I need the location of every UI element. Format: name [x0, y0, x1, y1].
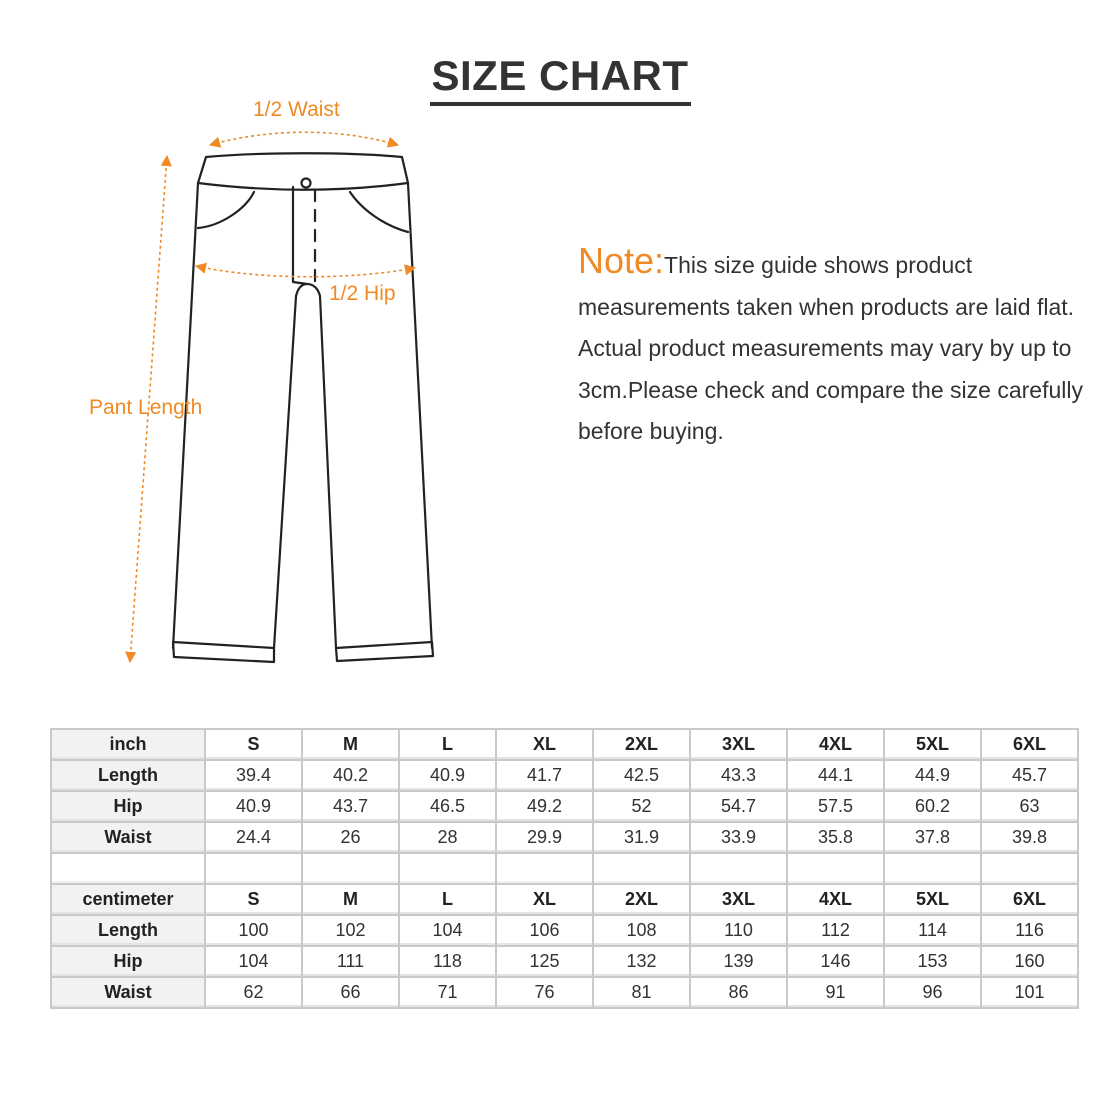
waist-arrow	[210, 132, 398, 145]
table-cell: 125	[497, 947, 594, 978]
table-cell: 139	[691, 947, 788, 978]
table-cell: 118	[400, 947, 497, 978]
spacer-cell	[206, 854, 303, 885]
spacer-cell	[52, 854, 206, 885]
table-cell: 91	[788, 978, 885, 1009]
table-cell: 44.1	[788, 761, 885, 792]
table-cell: 39.8	[982, 823, 1079, 854]
table-cell: 43.3	[691, 761, 788, 792]
size-header: 5XL	[885, 885, 982, 916]
table-cell: 52	[594, 792, 691, 823]
table-cell: 42.5	[594, 761, 691, 792]
table-cell: 111	[303, 947, 400, 978]
table-cell: 101	[982, 978, 1079, 1009]
size-header: 3XL	[691, 885, 788, 916]
row-label: Hip	[52, 792, 206, 823]
table-cell: 71	[400, 978, 497, 1009]
size-header: 5XL	[885, 730, 982, 761]
table-cell: 100	[206, 916, 303, 947]
size-header: 2XL	[594, 885, 691, 916]
spacer-cell	[594, 854, 691, 885]
table-cell: 81	[594, 978, 691, 1009]
waist-label: 1/2 Waist	[253, 98, 340, 121]
size-header: 6XL	[982, 885, 1079, 916]
table-row	[52, 792, 1079, 823]
length-label: Pant Length	[89, 396, 203, 419]
unit-header: inch	[52, 730, 206, 761]
spacer-cell	[400, 854, 497, 885]
size-header: S	[206, 730, 303, 761]
size-header: S	[206, 885, 303, 916]
row-label: Length	[52, 916, 206, 947]
table-header-row	[52, 885, 1079, 916]
table-cell: 114	[885, 916, 982, 947]
table-cell: 37.8	[885, 823, 982, 854]
table-cell: 132	[594, 947, 691, 978]
table-cell: 57.5	[788, 792, 885, 823]
table-cell: 24.4	[206, 823, 303, 854]
table-cell: 40.2	[303, 761, 400, 792]
table-cell: 31.9	[594, 823, 691, 854]
table-cell: 63	[982, 792, 1079, 823]
table-cell: 104	[400, 916, 497, 947]
note-heading: Note:	[578, 240, 665, 281]
table-cell: 160	[982, 947, 1079, 978]
spacer-cell	[982, 854, 1079, 885]
table-spacer-row	[52, 854, 1079, 885]
table-cell: 26	[303, 823, 400, 854]
table-cell: 116	[982, 916, 1079, 947]
pants-outline	[173, 153, 433, 662]
size-header: XL	[497, 730, 594, 761]
table-cell: 76	[497, 978, 594, 1009]
size-header: 4XL	[788, 730, 885, 761]
table-cell: 60.2	[885, 792, 982, 823]
table-cell: 96	[885, 978, 982, 1009]
hip-arrow	[196, 266, 415, 277]
table-row	[52, 978, 1079, 1009]
note-block	[578, 240, 1098, 453]
unit-header: centimeter	[52, 885, 206, 916]
table-cell: 35.8	[788, 823, 885, 854]
table-cell: 45.7	[982, 761, 1079, 792]
table-cell: 41.7	[497, 761, 594, 792]
table-cell: 43.7	[303, 792, 400, 823]
table-cell: 40.9	[400, 761, 497, 792]
table-cell: 33.9	[691, 823, 788, 854]
table-cell: 28	[400, 823, 497, 854]
title-text: SIZE CHART	[430, 52, 691, 106]
table-cell: 49.2	[497, 792, 594, 823]
note-text: This size guide shows product measurements taken when products are laid flat. Actual product measurements may vary by up to 3cm.Please check and compare the size carefully before buying.	[578, 252, 1083, 444]
table-header-row	[52, 730, 1079, 761]
table-cell: 86	[691, 978, 788, 1009]
table-cell: 102	[303, 916, 400, 947]
table-cell: 54.7	[691, 792, 788, 823]
table-cell: 29.9	[497, 823, 594, 854]
spacer-cell	[303, 854, 400, 885]
table-row	[52, 916, 1079, 947]
row-label: Length	[52, 761, 206, 792]
table-cell: 153	[885, 947, 982, 978]
row-label: Hip	[52, 947, 206, 978]
table-row	[52, 823, 1079, 854]
spacer-cell	[788, 854, 885, 885]
table-cell: 146	[788, 947, 885, 978]
size-header: 6XL	[982, 730, 1079, 761]
size-header: 2XL	[594, 730, 691, 761]
spacer-cell	[691, 854, 788, 885]
table-cell: 39.4	[206, 761, 303, 792]
size-header: L	[400, 730, 497, 761]
table-cell: 112	[788, 916, 885, 947]
table-cell: 104	[206, 947, 303, 978]
table-cell: 66	[303, 978, 400, 1009]
table-cell: 40.9	[206, 792, 303, 823]
table-cell: 44.9	[885, 761, 982, 792]
row-label: Waist	[52, 823, 206, 854]
table-row	[52, 947, 1079, 978]
table-cell: 46.5	[400, 792, 497, 823]
spacer-cell	[497, 854, 594, 885]
size-header: 3XL	[691, 730, 788, 761]
table-cell: 108	[594, 916, 691, 947]
size-header: XL	[497, 885, 594, 916]
table-row	[52, 761, 1079, 792]
table-cell: 110	[691, 916, 788, 947]
row-label: Waist	[52, 978, 206, 1009]
size-header: M	[303, 885, 400, 916]
size-header: 4XL	[788, 885, 885, 916]
hip-label: 1/2 Hip	[329, 282, 396, 305]
spacer-cell	[885, 854, 982, 885]
size-header: L	[400, 885, 497, 916]
size-header: M	[303, 730, 400, 761]
size-table	[50, 728, 1079, 1009]
table-cell: 106	[497, 916, 594, 947]
table-cell: 62	[206, 978, 303, 1009]
